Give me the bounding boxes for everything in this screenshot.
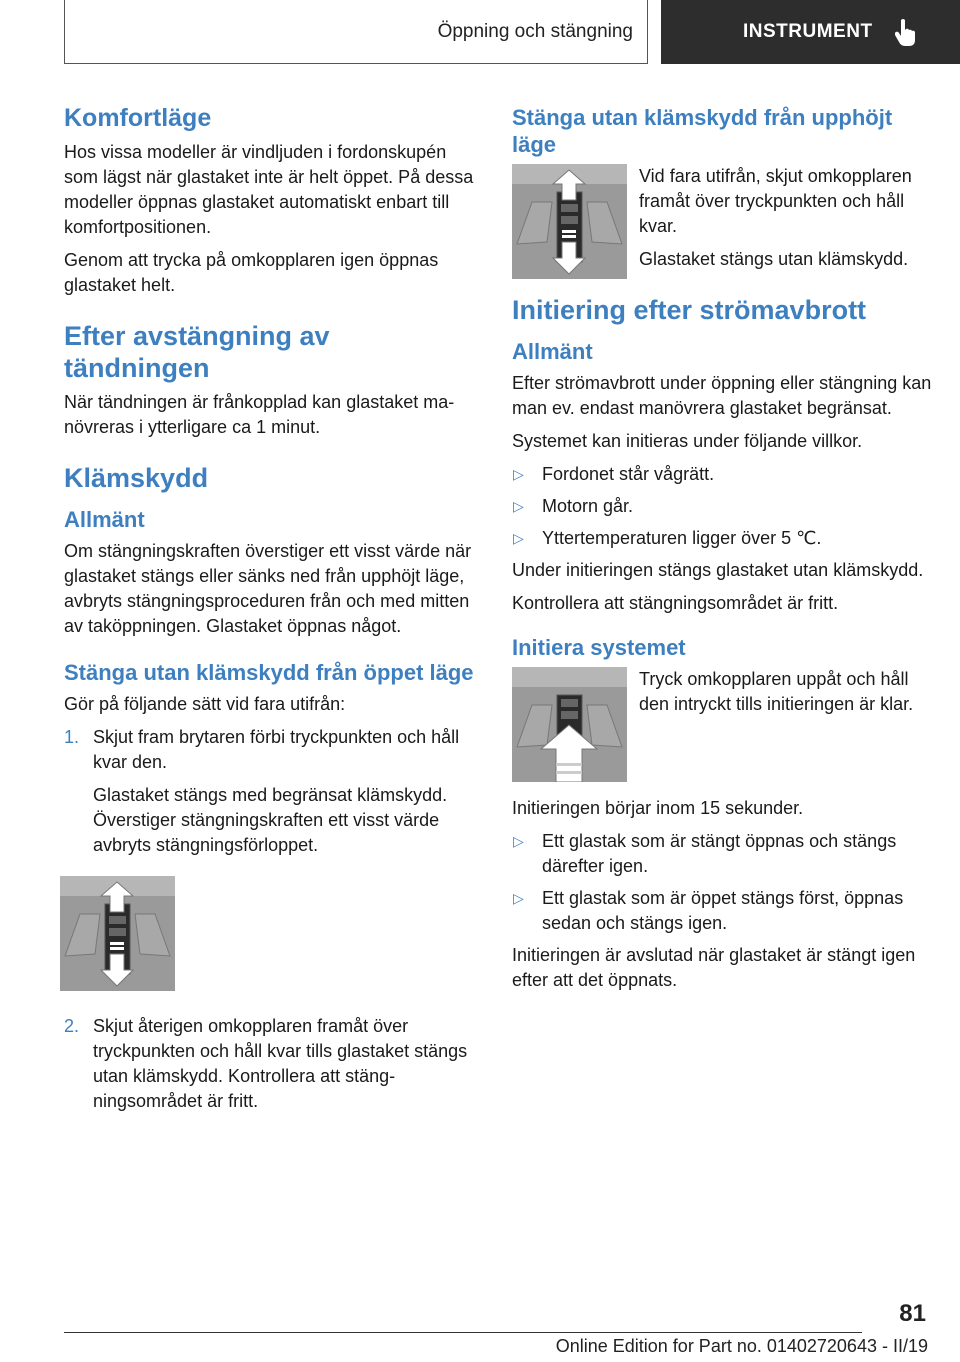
paragraph: När tändningen är frånkopplad kan glastaket manövreras i ytterligare ca 1 minut.	[64, 392, 455, 437]
heading-stanga-upphojt-lage: Stänga utan klämskydd från upphöjt läge	[512, 105, 893, 157]
list-item	[512, 526, 932, 551]
step-list	[64, 1014, 478, 1114]
heading-stanga-oppet-lage: Stänga utan klämskydd från öppet läge	[64, 660, 474, 685]
list-item	[512, 494, 932, 519]
paragraph: Efter strömavbrott under öppning eller stängning kan man ev. endast manövrera glastaket begränsat.	[512, 373, 932, 418]
paragraph: Gör på följande sätt vid fara utifrån:	[64, 694, 346, 714]
figure-row	[512, 164, 932, 280]
bullet-triangle-icon: ▷	[513, 498, 524, 514]
result-list	[512, 829, 932, 936]
heading-komfortlage: Komfortläge	[64, 104, 212, 132]
bullet-triangle-icon: ▷	[513, 890, 524, 906]
list-item-text: Ett glastak som är stängt öppnas och stängs därefter igen.	[542, 831, 897, 876]
header-section-title: Öppning och stängning	[437, 20, 633, 42]
paragraph: Glastaket stängs utan klämskydd.	[639, 249, 909, 269]
paragraph: Under initieringen stängs glastaket utan klämskydd.	[512, 560, 924, 580]
list-item-text: Motorn går.	[542, 496, 634, 516]
step-text: Skjut fram brytaren förbi tryckpunkten och håll kvar den.	[93, 727, 460, 772]
footer-divider	[64, 1332, 862, 1333]
paragraph: Genom att trycka på omkopplaren igen öppnas glastaket helt.	[64, 250, 439, 295]
step-text: Skjut återigen omkopplaren framåt över tryckpunkten och håll kvar tills glastaket stängs utan klämskydd. Kontrollera att stängningsområdet är fritt.	[93, 1016, 468, 1111]
header-chapter-title: INSTRUMENT	[743, 21, 873, 42]
paragraph: Initieringen är avslutad när glastaket är stängt igen efter att det öppnats.	[512, 945, 916, 990]
paragraph: Hos vissa modeller är vindljuden i fordonskupén som lägst när glastaket inte är helt öppet. På dessa modeller öppnas glastaket automatiskt enbart till komfortpositionen.	[64, 142, 474, 237]
bullet-triangle-icon: ▷	[513, 466, 524, 482]
paragraph: Initieringen börjar inom 15 sekunder.	[512, 798, 804, 818]
left-column	[64, 100, 478, 1122]
heading-efter-avstangning: Efter avstängning av tändningen	[64, 321, 330, 383]
list-item	[512, 886, 932, 936]
paragraph: Tryck omkopplaren uppåt och håll den intryckt tills initieringen är klar.	[639, 669, 914, 714]
heading-allmant: Allmänt	[64, 507, 145, 532]
list-item	[512, 829, 932, 879]
heading-initiering: Initiering efter strömavbrott	[512, 295, 867, 325]
list-item-text: Ett glastak som är öppet stängs först, öppnas sedan och stängs igen.	[542, 888, 904, 933]
heading-klamskydd: Klämskydd	[64, 463, 209, 493]
paragraph: Vid fara utifrån, skjut omkopplaren framåt över tryckpunkten och håll kvar.	[639, 166, 912, 236]
list-item	[64, 725, 478, 858]
step-number: 1.	[64, 727, 80, 747]
step-list	[64, 725, 478, 858]
heading-allmant: Allmänt	[512, 339, 593, 364]
header-chapter-tab	[661, 0, 960, 64]
paragraph: Systemet kan initieras under följande villkor.	[512, 431, 863, 451]
list-item-text: Yttertemperaturen ligger över 5 ℃.	[542, 528, 822, 548]
heading-initiera-systemet: Initiera systemet	[512, 635, 686, 660]
figure-row	[512, 667, 932, 782]
pointing-hand-icon	[895, 18, 917, 46]
header-section-tab	[64, 0, 648, 64]
roof-switch-image-up-down	[60, 876, 478, 996]
bullet-triangle-icon: ▷	[513, 833, 524, 849]
footer-edition: Online Edition for Part no. 01402720643 - II/19	[555, 1336, 928, 1356]
step-number: 2.	[64, 1016, 80, 1036]
right-column	[512, 100, 932, 1001]
bullet-triangle-icon: ▷	[513, 530, 524, 546]
paragraph: Om stängningskraften överstiger ett visst värde när glastaket stängs eller sänks ned från upphöjt läge, avbryts stängningsproceduren från och med mitten av taköppningen. Glastaket öppnas något.	[64, 541, 472, 636]
list-item	[64, 1014, 478, 1114]
condition-list	[512, 462, 932, 551]
list-item	[512, 462, 932, 487]
page-number: 81	[899, 1300, 926, 1327]
list-item-text: Fordonet står vågrätt.	[542, 464, 715, 484]
roof-switch-image-up-down	[512, 164, 627, 279]
step-text: Glastaket stängs med begränsat klämskydd. Överstiger stängningskraften ett visst värde avbryts stängningsförloppet.	[93, 785, 448, 855]
roof-switch-image-push-up	[512, 667, 627, 782]
paragraph: Kontrollera att stängningsområdet är fritt.	[512, 593, 839, 613]
